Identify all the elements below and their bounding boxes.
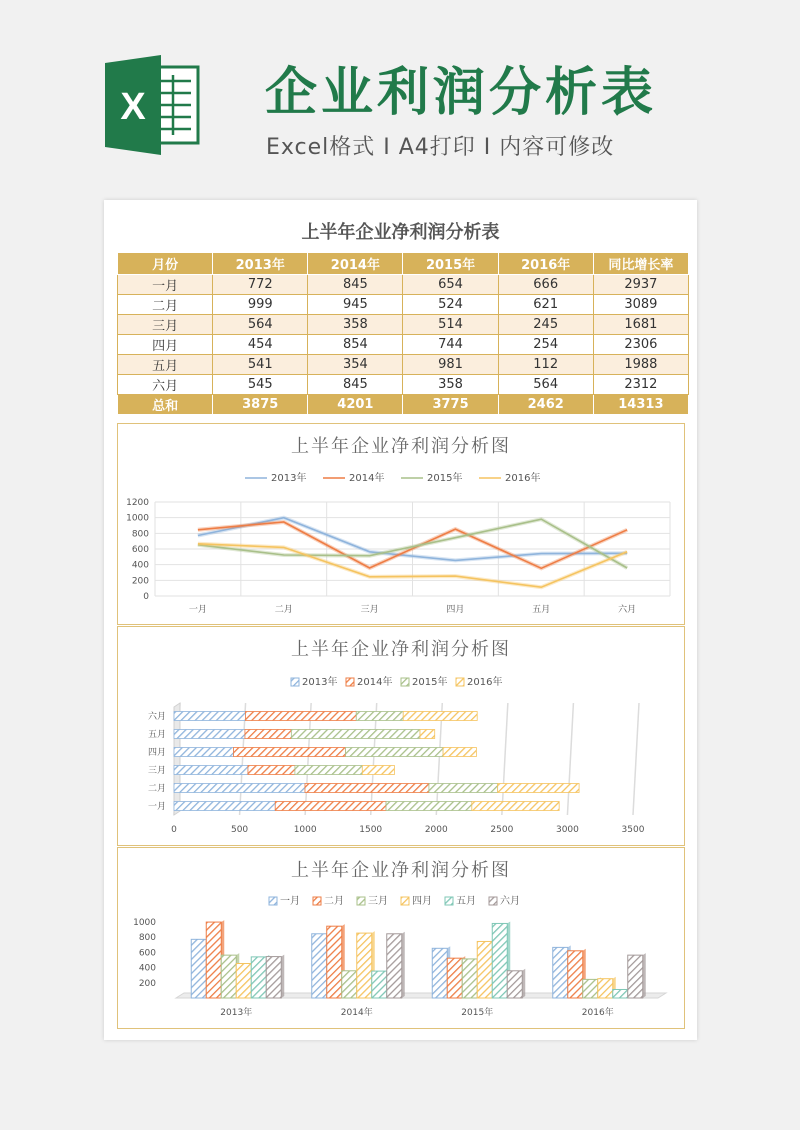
table-cell: 772 bbox=[213, 275, 308, 295]
column-bar bbox=[507, 971, 522, 998]
y-tick-label: 800 bbox=[138, 933, 156, 944]
column-bar bbox=[372, 971, 387, 998]
table-cell: 541 bbox=[213, 355, 308, 375]
x-tick-label: 二月 bbox=[274, 605, 293, 615]
column-bar bbox=[327, 926, 342, 998]
y-tick-label: 1000 bbox=[133, 918, 156, 928]
profit-table bbox=[117, 252, 689, 415]
table-cell: 一月 bbox=[118, 275, 213, 295]
x-tick-label: 2014年 bbox=[340, 1008, 373, 1018]
page-title: 企业利润分析表 bbox=[265, 63, 658, 123]
x-tick-label: 2016年 bbox=[581, 1008, 614, 1018]
table-cell: 二月 bbox=[118, 295, 213, 315]
y-tick-label: 六月 bbox=[147, 712, 166, 722]
table-cell: 358 bbox=[308, 315, 403, 335]
column-bar bbox=[613, 989, 628, 998]
spreadsheet-sheet bbox=[104, 200, 697, 1040]
x-tick-label: 3000 bbox=[555, 825, 579, 835]
column-header: 2014年 bbox=[308, 253, 403, 275]
x-tick-label: 三月 bbox=[360, 605, 379, 615]
x-tick-label: 2013年 bbox=[220, 1008, 253, 1018]
bar-segment bbox=[386, 802, 472, 811]
svg-text:X: X bbox=[120, 86, 146, 128]
bar-segment bbox=[498, 784, 579, 793]
table-cell: 254 bbox=[498, 335, 593, 355]
bar-segment bbox=[234, 748, 346, 757]
column-bar bbox=[477, 941, 492, 998]
column-chart-svg bbox=[118, 848, 684, 1028]
table-cell: 2937 bbox=[593, 275, 688, 295]
bar-segment bbox=[362, 766, 394, 775]
table-cell: 945 bbox=[308, 295, 403, 315]
column-bar bbox=[568, 951, 583, 998]
table-cell: 3775 bbox=[403, 395, 498, 415]
table-row bbox=[118, 335, 689, 355]
chart-title: 上半年企业净利润分析图 bbox=[291, 860, 511, 881]
legend-label: 一月 bbox=[280, 896, 300, 907]
legend-label: 六月 bbox=[500, 896, 520, 907]
gridline bbox=[502, 703, 508, 815]
column-bar bbox=[462, 959, 477, 998]
y-tick-label: 一月 bbox=[147, 802, 166, 812]
bar-segment bbox=[291, 730, 420, 739]
column-header: 2016年 bbox=[498, 253, 593, 275]
x-tick-label: 3500 bbox=[621, 825, 645, 835]
column-bar bbox=[387, 934, 402, 998]
table-cell: 454 bbox=[213, 335, 308, 355]
legend-swatch bbox=[313, 897, 321, 905]
column-header: 同比增长率 bbox=[593, 253, 688, 275]
y-tick-label: 四月 bbox=[147, 748, 166, 758]
y-tick-label: 600 bbox=[131, 545, 149, 555]
x-tick-label: 0 bbox=[171, 825, 177, 835]
column-bar bbox=[342, 971, 357, 998]
legend-label: 2015年 bbox=[427, 473, 463, 484]
table-cell: 四月 bbox=[118, 335, 213, 355]
line-chart-svg bbox=[118, 424, 684, 624]
table-cell: 744 bbox=[403, 335, 498, 355]
x-tick-label: 1500 bbox=[359, 825, 383, 835]
y-tick-label: 600 bbox=[138, 948, 156, 959]
gridline bbox=[567, 703, 573, 815]
chart-title: 上半年企业净利润分析图 bbox=[291, 436, 511, 457]
table-cell: 845 bbox=[308, 375, 403, 395]
bar-segment bbox=[174, 784, 305, 793]
table-cell: 2462 bbox=[498, 395, 593, 415]
table-cell: 三月 bbox=[118, 315, 213, 335]
y-tick-label: 五月 bbox=[147, 730, 166, 740]
table-cell: 354 bbox=[308, 355, 403, 375]
bar-segment bbox=[174, 730, 245, 739]
table-row bbox=[118, 275, 689, 295]
column-bar bbox=[583, 979, 598, 998]
column-bar bbox=[432, 948, 447, 998]
table-cell: 845 bbox=[308, 275, 403, 295]
legend-label: 2013年 bbox=[302, 677, 338, 688]
table-cell: 六月 bbox=[118, 375, 213, 395]
legend-swatch bbox=[401, 897, 409, 905]
legend-label: 五月 bbox=[456, 896, 476, 907]
bar-segment bbox=[346, 748, 444, 757]
table-cell: 245 bbox=[498, 315, 593, 335]
column-bar bbox=[236, 963, 251, 998]
column-header: 2013年 bbox=[213, 253, 308, 275]
table-cell: 999 bbox=[213, 295, 308, 315]
bar-segment bbox=[443, 748, 476, 757]
table-cell: 545 bbox=[213, 375, 308, 395]
column-bar bbox=[191, 939, 206, 998]
legend-label: 2016年 bbox=[467, 677, 503, 688]
y-tick-label: 200 bbox=[138, 978, 156, 989]
column-chart bbox=[117, 847, 685, 1029]
table-cell: 564 bbox=[213, 315, 308, 335]
y-tick-label: 400 bbox=[138, 963, 156, 974]
x-tick-label: 一月 bbox=[188, 605, 207, 615]
x-tick-label: 五月 bbox=[532, 605, 551, 615]
legend-swatch bbox=[456, 678, 464, 686]
table-cell: 981 bbox=[403, 355, 498, 375]
table-row bbox=[118, 375, 689, 395]
table-cell: 2306 bbox=[593, 335, 688, 355]
table-row bbox=[118, 315, 689, 335]
bar-segment bbox=[295, 766, 362, 775]
page-header bbox=[0, 0, 800, 200]
x-tick-label: 六月 bbox=[618, 605, 637, 615]
y-tick-label: 三月 bbox=[147, 766, 166, 776]
chart-title: 上半年企业净利润分析图 bbox=[291, 639, 511, 660]
sheet-title: 上半年企业净利润分析表 bbox=[301, 222, 500, 243]
gridline bbox=[633, 703, 639, 815]
legend-label: 2014年 bbox=[357, 677, 393, 688]
bar-segment bbox=[429, 784, 498, 793]
table-cell: 3089 bbox=[593, 295, 688, 315]
table-cell: 854 bbox=[308, 335, 403, 355]
table-cell: 1681 bbox=[593, 315, 688, 335]
bar-segment bbox=[472, 802, 559, 811]
bar-segment bbox=[174, 748, 234, 757]
bar-segment bbox=[403, 712, 477, 721]
legend-label: 二月 bbox=[324, 896, 344, 907]
bar-segment bbox=[305, 784, 429, 793]
column-bar bbox=[553, 947, 568, 998]
table-cell: 1988 bbox=[593, 355, 688, 375]
table-total-row bbox=[118, 395, 689, 415]
bar-segment bbox=[245, 730, 291, 739]
y-tick-label: 0 bbox=[143, 592, 149, 602]
x-tick-label: 2000 bbox=[424, 825, 448, 835]
legend-label: 四月 bbox=[412, 896, 432, 907]
x-tick-label: 2500 bbox=[490, 825, 514, 835]
bar-segment bbox=[248, 766, 295, 775]
x-tick-label: 1000 bbox=[293, 825, 317, 835]
bar-segment bbox=[174, 712, 245, 721]
table-cell: 564 bbox=[498, 375, 593, 395]
legend-swatch bbox=[445, 897, 453, 905]
legend-swatch bbox=[401, 678, 409, 686]
x-tick-label: 500 bbox=[230, 825, 249, 835]
x-tick-label: 2015年 bbox=[461, 1008, 494, 1018]
column-bar bbox=[492, 923, 507, 998]
table-row bbox=[118, 295, 689, 315]
legend-swatch bbox=[291, 678, 299, 686]
page-subtitle: Excel格式 I A4打印 I 内容可修改 bbox=[266, 135, 615, 160]
column-bar bbox=[206, 922, 221, 998]
legend-swatch bbox=[489, 897, 497, 905]
table-cell: 358 bbox=[403, 375, 498, 395]
bar-segment bbox=[420, 730, 435, 739]
bar-segment bbox=[245, 712, 356, 721]
x-tick-label: 四月 bbox=[446, 605, 465, 615]
legend-swatch bbox=[357, 897, 365, 905]
column-bar bbox=[266, 957, 281, 998]
table-cell: 654 bbox=[403, 275, 498, 295]
y-tick-label: 二月 bbox=[147, 784, 166, 794]
table-cell: 14313 bbox=[593, 395, 688, 415]
bar-segment bbox=[174, 766, 248, 775]
y-tick-label: 1000 bbox=[126, 513, 149, 524]
y-tick-label: 1200 bbox=[126, 498, 149, 508]
column-header: 2015年 bbox=[403, 253, 498, 275]
legend-label: 2015年 bbox=[412, 677, 448, 688]
table-cell: 五月 bbox=[118, 355, 213, 375]
column-bar bbox=[312, 934, 327, 998]
legend-swatch bbox=[269, 897, 277, 905]
column-header: 月份 bbox=[118, 253, 213, 275]
table-row bbox=[118, 355, 689, 375]
table-cell: 524 bbox=[403, 295, 498, 315]
table-cell: 总和 bbox=[118, 395, 213, 415]
table-cell: 2312 bbox=[593, 375, 688, 395]
bar-segment bbox=[356, 712, 403, 721]
stacked-bar-chart-svg bbox=[118, 627, 684, 845]
legend-label: 2016年 bbox=[505, 473, 541, 484]
legend-label: 2014年 bbox=[349, 473, 385, 484]
y-tick-label: 400 bbox=[131, 560, 149, 571]
table-cell: 3875 bbox=[213, 395, 308, 415]
column-bar bbox=[628, 955, 643, 998]
legend-label: 三月 bbox=[368, 896, 388, 907]
line-chart bbox=[117, 423, 685, 625]
column-bar bbox=[357, 933, 372, 998]
table-header-row bbox=[118, 253, 689, 275]
y-tick-label: 800 bbox=[131, 529, 149, 540]
table-cell: 514 bbox=[403, 315, 498, 335]
bar-segment bbox=[275, 802, 386, 811]
table-cell: 112 bbox=[498, 355, 593, 375]
column-bar bbox=[447, 958, 462, 998]
legend-label: 2013年 bbox=[271, 473, 307, 484]
table-cell: 666 bbox=[498, 275, 593, 295]
y-tick-label: 200 bbox=[131, 576, 149, 587]
stacked-bar-chart bbox=[117, 626, 685, 846]
legend-swatch bbox=[346, 678, 354, 686]
column-bar bbox=[251, 957, 266, 998]
bar-segment bbox=[174, 802, 275, 811]
excel-logo-icon bbox=[103, 55, 203, 155]
table-cell: 621 bbox=[498, 295, 593, 315]
table-cell: 4201 bbox=[308, 395, 403, 415]
column-bar bbox=[221, 955, 236, 998]
column-bar bbox=[598, 979, 613, 998]
